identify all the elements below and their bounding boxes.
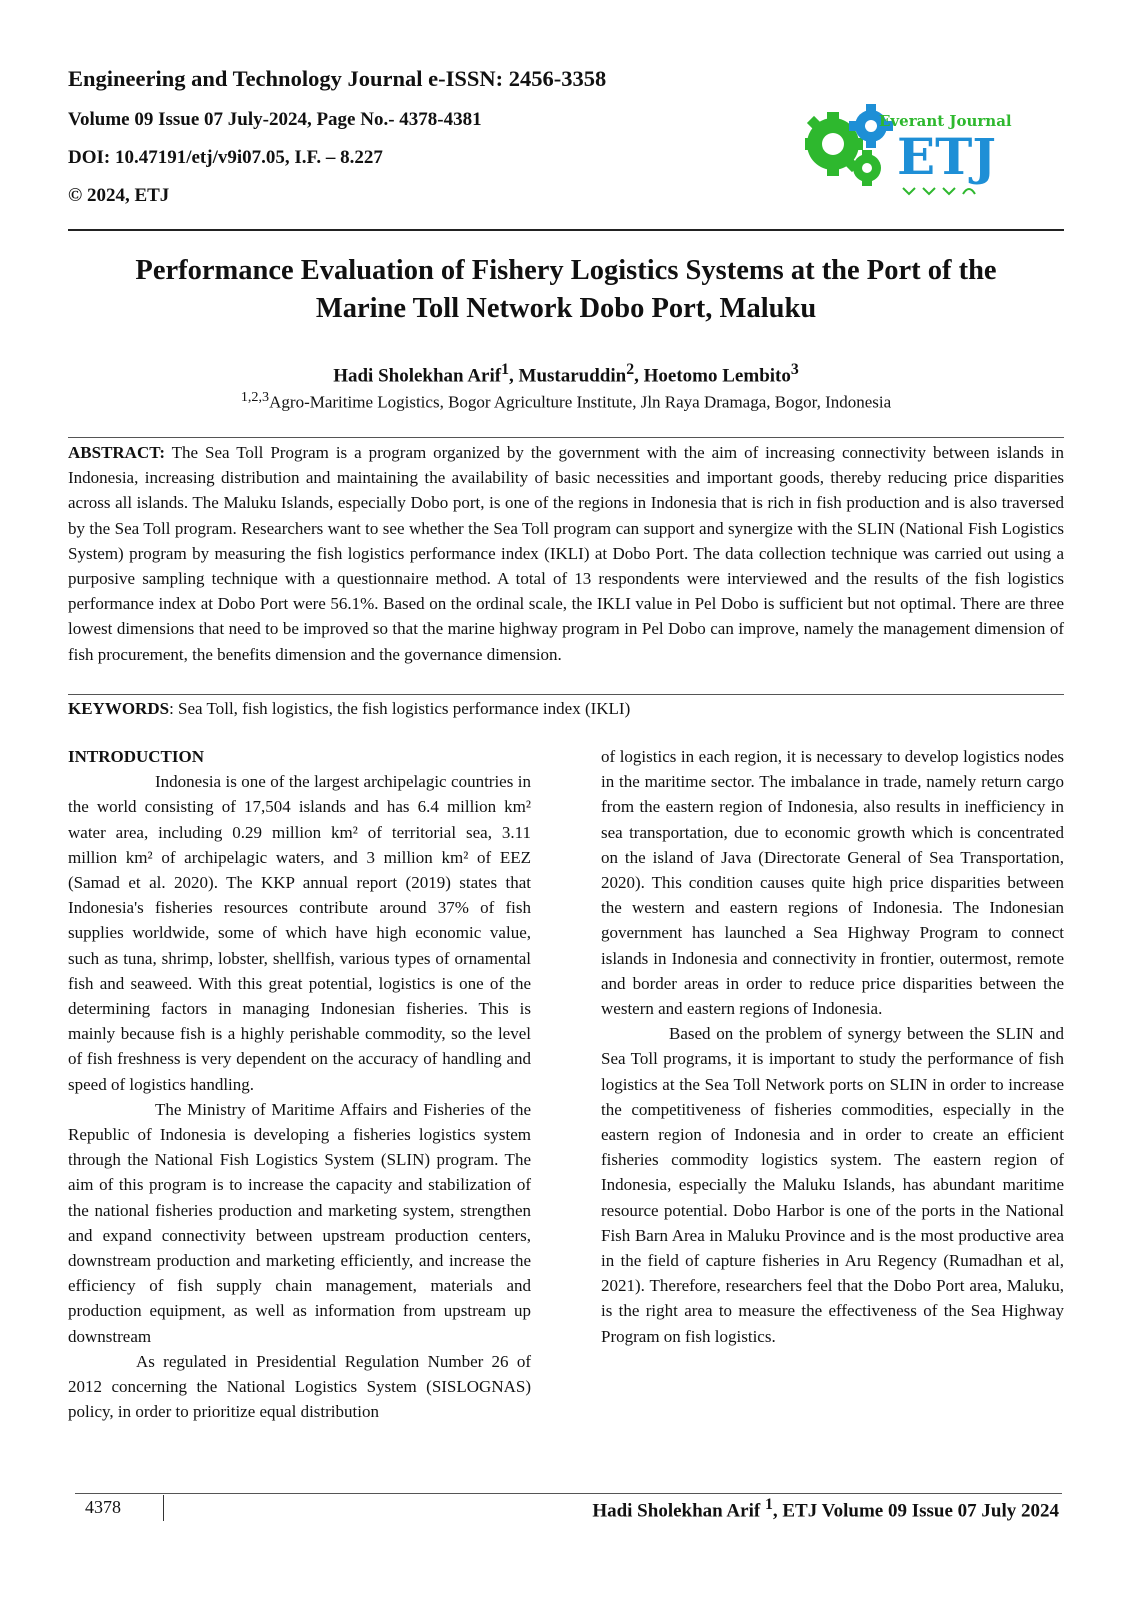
abstract-label: ABSTRACT:	[68, 443, 165, 462]
paragraph: Based on the problem of synergy between the SLIN and Sea Toll programs, it is important to study the performance of fish logistics at the Sea Toll Network ports on SLIN in order to increase the competitiveness of fisheries commodities, especially in the eastern region of Indonesia and in order to create an efficient fisheries commodity logistics system. The eastern region of Indonesia, especially the Maluku Islands, has abundant maritime resource potential. Dobo Harbor is one of the ports in the National Fish Barn Area in Maluku Province and is the most productive area in the field of capture fisheries in Aru Regency (Rumadhan et al, 2021). Therefore, researchers feel that the Dobo Port area, Maluku, is the right area to measure the effectiveness of the Sea Highway Program on fish logistics.	[601, 1024, 1064, 1346]
right-column	[601, 744, 1064, 1349]
author-name: Hoetomo Lembito	[643, 365, 791, 387]
author-name: Hadi Sholekhan Arif	[333, 365, 502, 387]
running-footer	[592, 1496, 1059, 1522]
page-number: 4378	[85, 1497, 121, 1517]
keywords-text: : Sea Toll, fish logistics, the fish logistics performance index (IKLI)	[169, 699, 631, 718]
left-column	[68, 744, 531, 1424]
logo-big-text: ETJ	[897, 127, 996, 186]
paper-title-line1: Performance Evaluation of Fishery Logistics Systems at the Port of the	[135, 255, 997, 286]
footer-divider	[75, 1493, 1062, 1494]
affiliation-text: Agro-Maritime Logistics, Bogor Agriculture Institute, Jln Raya Dramaga, Bogor, Indonesia	[269, 392, 892, 412]
author-affil-sup: 2	[626, 361, 635, 378]
header-divider	[68, 229, 1064, 231]
paper-title	[68, 252, 1064, 328]
keywords	[68, 696, 1064, 721]
author-affil-sup: 3	[790, 361, 799, 378]
journal-title: Engineering and Technology Journal e-ISSN: 2456-3358	[68, 66, 607, 91]
paper-title-line2: Marine Toll Network Dobo Port, Maluku	[315, 293, 817, 324]
footer-author-sup: 1	[764, 1496, 773, 1513]
author-affil-sup: 1	[501, 361, 510, 378]
paragraph: Indonesia is one of the largest archipelagic countries in the world consisting of 17,504 islands and has 6.4 million km² water area, including 0.29 million km² of territorial sea, 3.11 million km² of archipelagic waters, and 3 million km² of EEZ (Samad et al. 2020). The KKP annual report (2019) states that Indonesia's fisheries resources contribute around 37% of fish supplies worldwide, some of which have high economic value, such as tuna, shrimp, lobster, shellfish, various types of ornamental fish and seaweed. With this great potential, logistics is one of the determining factors in managing Indonesian fisheries. This is mainly because fish is a highly perishable commodity, so the level of fish freshness is very dependent on the accuracy of handling and speed of logistics handling.	[68, 772, 531, 1094]
abstract-bottom-divider	[68, 694, 1064, 695]
affiliation	[68, 386, 1064, 414]
introduction-heading: INTRODUCTION	[68, 747, 205, 766]
logo-small-text: Everant Journal	[879, 112, 1012, 130]
abstract-top-divider	[68, 437, 1064, 438]
journal-volume: Volume 09 Issue 07 July-2024, Page No.- 4378-4381	[68, 109, 482, 130]
author-name: Mustaruddin	[518, 365, 627, 387]
affiliation-sup: 1,2,3	[240, 389, 270, 405]
abstract-text: The Sea Toll Program is a program organized by the government with the aim of increasing connectivity between islands in Indonesia, increasing distribution and maintaining the availability of basic necessities and important goods, thereby reducing price disparities across all islands. The Maluku Islands, especially Dobo port, is one of the regions in Indonesia that is rich in fish production and is also traversed by the Sea Toll program. Researchers want to see whether the Sea Toll program can support and synergize with the SLIN (National Fish Logistics System) program by measuring the fish logistics performance index (IKLI) at Dobo Port. The data collection technique was carried out using a purposive sampling technique with a questionnaire method. A total of 13 respondents were interviewed and the results of the fish logistics performance index at Dobo Port were 56.1%. Based on the ordinal scale, the IKLI value in Pel Dobo is sufficient but not optimal. There are three lowest dimensions that need to be improved so that the marine highway program in Pel Dobo can improve, namely the management dimension of fish procurement, the benefits dimension and the governance dimension.	[68, 443, 1064, 664]
author-separator: ,	[634, 365, 644, 387]
footer-journal-info: , ETJ Volume 09 Issue 07 July 2024	[772, 1500, 1059, 1522]
paragraph: of logistics in each region, it is necessary to develop logistics nodes in the maritime sector. The imbalance in trade, namely return cargo from the eastern region of Indonesia, also results in inefficiency in sea transportation, due to economic growth which is concentrated on the island of Java (Directorate General of Sea Transportation, 2020). This condition causes quite high price disparities between the western and eastern regions of Indonesia. The Indonesian government has launched a Sea Highway Program to connect islands in Indonesia and connectivity in frontier, outermost, remote and border areas in order to reduce price disparities between the western and eastern regions of Indonesia.	[601, 747, 1064, 1019]
paragraph: The Ministry of Maritime Affairs and Fisheries of the Republic of Indonesia is developing a fisheries logistics system through the National Fish Logistics System (SLIN) program. The aim of this program is to increase the capacity and stabilization of the national fisheries production and marketing system, strengthen and expand connectivity between upstream production centers, downstream production and marketing efficiently, and increase the efficiency of fish supply chain management, materials and production equipment, as well as information from upstream up downstream	[68, 1099, 531, 1346]
paragraph: As regulated in Presidential Regulation Number 26 of 2012 concerning the National Logistics System (SISLOGNAS) policy, in order to prioritize equal distribution	[68, 1351, 531, 1422]
abstract	[68, 440, 1064, 667]
journal-doi: DOI: 10.47191/etj/v9i07.05, I.F. – 8.227	[68, 147, 383, 168]
journal-header	[68, 64, 768, 208]
author-list	[68, 358, 1064, 388]
keywords-label: KEYWORDS	[68, 699, 170, 718]
author-separator: ,	[509, 365, 519, 387]
etj-logo	[805, 96, 1015, 200]
journal-copyright: © 2024, ETJ	[68, 185, 170, 206]
footer-separator	[163, 1495, 164, 1521]
footer-author: Hadi Sholekhan Arif	[592, 1500, 765, 1522]
